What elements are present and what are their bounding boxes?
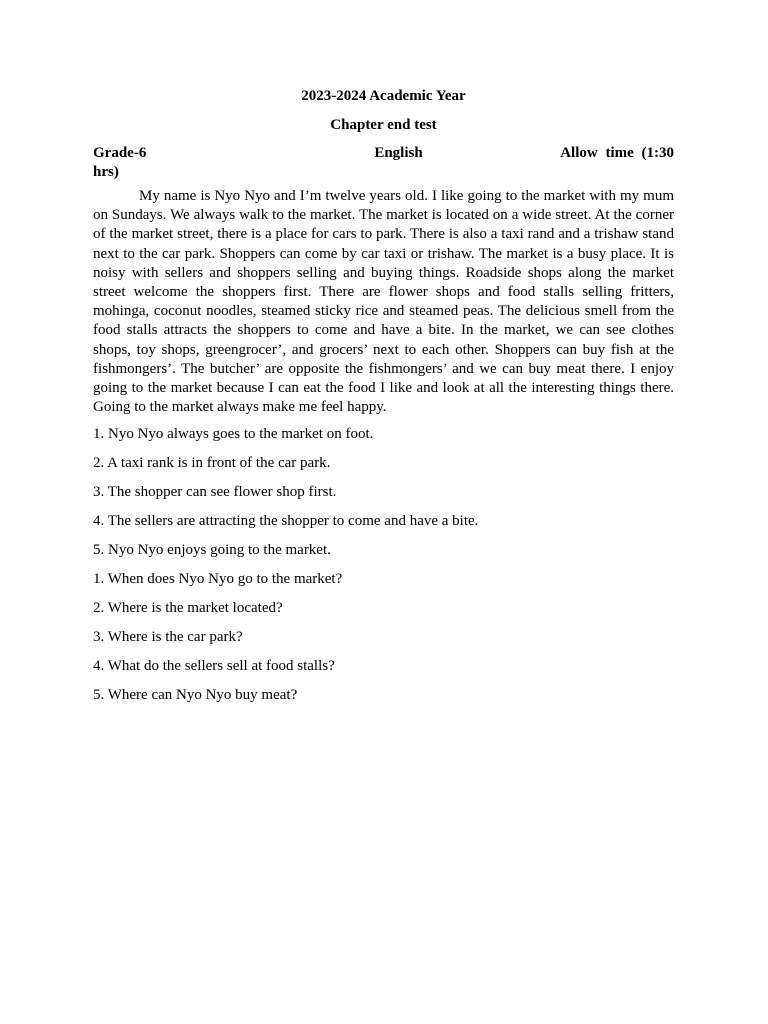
statement-item: 4. The sellers are attracting the shopper to come and have a bite. [93,513,479,530]
allow-time-continuation: hrs) [93,164,119,180]
academic-year-heading: 2023-2024 Academic Year [301,88,466,104]
subject-label: English [374,145,423,161]
statement-list [93,425,674,560]
question-item: 1. When does Nyo Nyo go to the market? [93,571,343,588]
question-item: 2. Where is the market located? [93,600,283,617]
statement-item: 1. Nyo Nyo always goes to the market on foot. [93,426,374,443]
statement-item: 5. Nyo Nyo enjoys going to the market. [93,542,331,559]
statement-item: 3. The shopper can see flower shop first. [93,484,337,501]
test-info-row [93,144,674,163]
document-page [93,86,674,715]
question-list [93,570,674,705]
test-title-heading: Chapter end test [330,117,437,133]
question-item: 5. Where can Nyo Nyo buy meat? [93,687,298,704]
allow-time-label: Allow time (1:30 [560,145,674,161]
question-item: 3. Where is the car park? [93,629,243,646]
statement-item: 2. A taxi rank is in front of the car park. [93,455,331,472]
question-item: 4. What do the sellers sell at food stalls? [93,658,335,675]
grade-label: Grade-6 [93,145,147,161]
reading-passage: My name is Nyo Nyo and I’m twelve years old. I like going to the market with my mum on Sundays. We always walk to the market. The market is located on a wide street. At the corner of the market street, there is a place for cars to park. There is also a taxi rand and a trishaw stand next to the car park. Shoppers can come by car taxi or trishaw. The market is a busy place. It is noisy with sellers and shoppers selling and buying things. Roadside shops along the market street welcome the shoppers first. There are flower shops and food stalls selling fritters, mohinga, coconut noodles, steamed sticky rice and steamed peas. The delicious smell from the food stalls attracts the shoppers to come and have a bite. In the market, we can see clothes shops, toy shops, greengrocer’, and grocers’ next to each other. Shoppers can buy fish at the fishmongers’. The butcher’ are opposite the fishmongers’ and we can buy meat there. I enjoy going to the market because I can eat the food I like and look at all the interesting things there. Going to the market always make me feel happy. [93,188,674,416]
